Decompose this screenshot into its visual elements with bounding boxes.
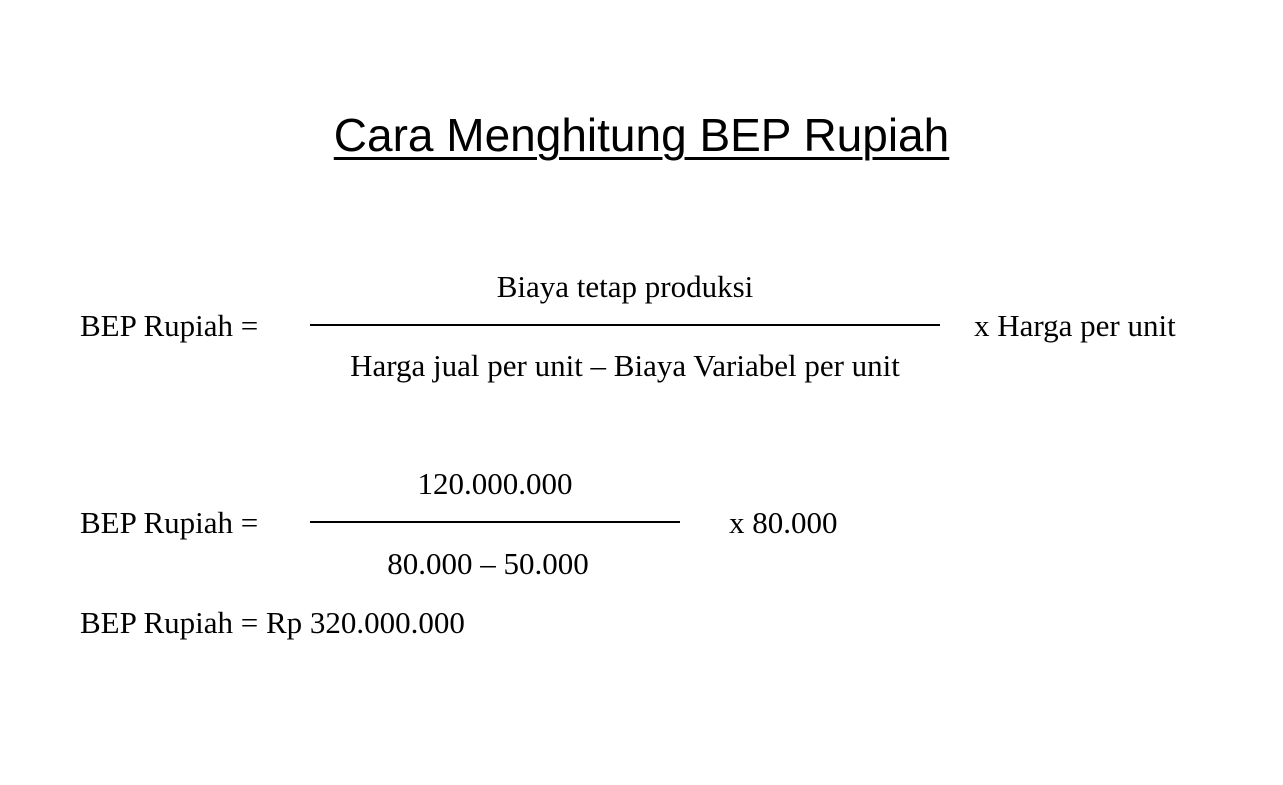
formula-numerator: Biaya tetap produksi [496, 269, 754, 304]
calculation-denominator: 80.000 – 50.000 [387, 546, 589, 581]
calculation-multiplier: x 80.000 [729, 505, 838, 540]
formula-fraction-line [310, 324, 940, 326]
formula-denominator: Harga jual per unit – Biaya Variabel per unit [350, 348, 900, 383]
formula-lhs: BEP Rupiah = [80, 308, 259, 343]
formula-multiplier: x Harga per unit [974, 308, 1176, 343]
calculation-lhs: BEP Rupiah = [80, 505, 259, 540]
calculation-fraction-line [310, 521, 680, 523]
calculation-numerator: 120.000.000 [417, 466, 573, 501]
result-line: BEP Rupiah = Rp 320.000.000 [80, 605, 465, 640]
page-title-text: Cara Menghitung BEP Rupiah [333, 109, 950, 161]
page-title [0, 105, 1283, 165]
